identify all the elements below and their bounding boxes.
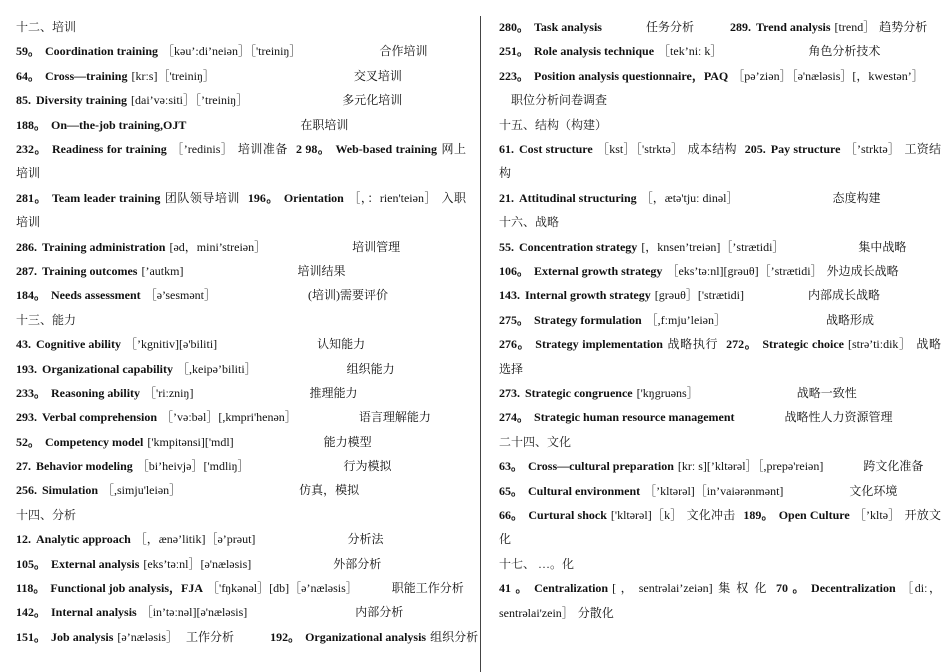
glossary-entry (16, 186, 466, 235)
entry-number: 59。 (16, 44, 41, 59)
entry-number: 64。 (16, 68, 41, 83)
entry-number: 189。 (743, 507, 774, 522)
entry-translation: 内部分析 (355, 605, 404, 620)
entry-translation: 战略选择 (499, 337, 941, 376)
entry-translation: 集中战略 (858, 239, 907, 254)
entry-term: Attitudinal structuring (519, 190, 637, 205)
glossary-entry (499, 503, 941, 552)
entry-term: Internal growth strategy (525, 288, 651, 303)
glossary-entry (499, 405, 941, 429)
entry-term: Functional job analysis，FJA (50, 581, 204, 596)
section-heading: 十七、 …。化 (499, 556, 575, 571)
glossary-entry (16, 430, 466, 454)
entry-phonetic: ['kltərəl]［k］ (610, 507, 683, 522)
entry-term: Needs assessment (51, 288, 141, 303)
entry-translation: 多元化培训 (342, 93, 403, 108)
entry-term: Web-based training (335, 141, 437, 156)
entry-number: 192。 (270, 629, 301, 644)
glossary-entry (499, 381, 941, 405)
entry-term: Decentralization (811, 581, 896, 596)
entry-term: Cost structure (519, 141, 593, 156)
entry-number: 65。 (499, 483, 524, 498)
entry-phonetic: ［in’təːnəl][ə'næləsis] (140, 605, 248, 620)
entry-translation: 组织能力 (346, 361, 395, 376)
entry-phonetic: ['kmpitənsi]['mdl] (147, 434, 234, 449)
glossary-entry (499, 479, 941, 503)
entry-term: Behavior modeling (36, 459, 133, 474)
entry-number: 142。 (16, 605, 47, 620)
entry-continuation: 职位分析问卷调查 (511, 93, 608, 108)
entry-number: 43. (16, 337, 31, 352)
entry-number: 21. (499, 190, 514, 205)
entry-number: 289. (729, 20, 751, 34)
entry-translation: 态度构建 (832, 190, 881, 205)
entry-phonetic: [grəuθ］['strætidi] (654, 288, 744, 303)
entry-number: 27. (16, 459, 31, 474)
entry-term: Role analysis technique (534, 44, 655, 59)
entry-number: 256. (16, 483, 37, 498)
entry-term: Strategy implementation (535, 337, 663, 352)
entry-term: Strategic congruence (525, 385, 633, 400)
entry-translation: 成本结构 (687, 141, 737, 156)
entry-translation: 战略执行 (666, 337, 719, 352)
entry-translation: 组织分析 (430, 629, 479, 644)
glossary-entry (499, 15, 941, 39)
entry-number: 105。 (16, 556, 47, 571)
entry-term: Readiness for training (52, 141, 167, 156)
entry-number: 275。 (499, 312, 530, 327)
entry-number: 196。 (247, 190, 279, 205)
entry-translation: 集 权 化 (716, 581, 768, 596)
entry-number: 280。 (499, 20, 530, 34)
entry-phonetic: ［’vəːbəl］[,kmpri'henən］ (161, 410, 297, 425)
entry-translation: 开放文化 (499, 507, 941, 547)
entry-translation: 外部分析 (333, 556, 382, 571)
entry-phonetic: [，knsen’treiən]［’strætidi］ (641, 239, 785, 254)
entry-term: Pay structure (770, 141, 841, 156)
entry-phonetic: ［diː，sentrəlai'zein］ (499, 581, 941, 620)
entry-phonetic: ['kŋgruəns］ (636, 385, 699, 400)
entry-term: Job analysis (51, 629, 114, 644)
entry-number: 12. (16, 532, 31, 547)
entry-translation: 外边成长战略 (826, 263, 899, 278)
entry-term: Cross—training (45, 68, 128, 83)
entry-phonetic: [ ， sentrəlai’zeiən] (612, 581, 713, 596)
column-divider (480, 16, 481, 672)
entry-term: Orientation (283, 190, 344, 205)
glossary-entry (16, 600, 466, 624)
entry-number: 66。 (499, 507, 524, 522)
glossary-entry (16, 527, 466, 551)
glossary-entry (499, 576, 941, 625)
entry-phonetic: ［’kltə］ (853, 507, 901, 522)
entry-phonetic: [strə’tiːdik］ (847, 337, 912, 352)
entry-number: 52。 (16, 434, 41, 449)
entry-phonetic: ［'riːzniŋ] (144, 385, 194, 400)
entry-translation: 网上培训 (16, 141, 466, 181)
entry-term: Diversity training (36, 93, 127, 108)
entry-term: Open Culture (778, 507, 850, 522)
entry-phonetic: ［，ætə'tjuː dinəl］ (640, 190, 739, 205)
glossary-entry (499, 137, 941, 186)
glossary-entry (16, 552, 466, 576)
entry-translation: 能力模型 (323, 434, 372, 449)
entry-translation: 合作培训 (379, 44, 428, 59)
entry-number: 281。 (16, 190, 47, 205)
entry-number: 223。 (499, 68, 530, 83)
section-heading: 十三、能力 (16, 312, 77, 327)
entry-number: 287. (16, 263, 37, 278)
entry-phonetic: ［’kgnitiv][ə'biliti] (125, 337, 218, 352)
entry-phonetic: [trend］ (834, 20, 876, 34)
entry-phonetic: [eks’təːnl］[ə'næləsis] (143, 556, 252, 571)
entry-translation: 文化冲击 (686, 507, 736, 522)
entry-term: External analysis (51, 556, 140, 571)
entry-term: Competency model (45, 434, 144, 449)
entry-term: Organizational capability (42, 361, 174, 376)
entry-number: 293. (16, 410, 37, 425)
entry-number: 143. (499, 288, 520, 303)
entry-number: 118。 (16, 581, 46, 596)
entry-term: Curtural shock (528, 507, 607, 522)
entry-translation: 内部成长战略 (808, 288, 881, 303)
entry-number: 188。 (16, 117, 47, 132)
glossary-entry (499, 454, 941, 478)
entry-translation: 战略性人力资源管理 (784, 410, 893, 425)
glossary-entry (16, 625, 479, 649)
entry-translation: 语言理解能力 (358, 410, 431, 425)
entry-translation: 培训准备 (237, 141, 288, 156)
glossary-entry (499, 308, 941, 332)
entry-phonetic: [dai’vəːsiti］［’treiniŋ］ (131, 93, 249, 108)
entry-number: 251。 (499, 44, 530, 59)
entry-number: 193. (16, 361, 37, 376)
entry-term: Cross—cultural preparation (528, 459, 674, 474)
entry-term: Cognitive ability (36, 337, 122, 352)
entry-translation: 分析法 (347, 532, 384, 547)
entry-number: 233。 (16, 385, 47, 400)
entry-number: 232。 (16, 141, 47, 156)
entry-number: 276。 (499, 337, 531, 352)
entry-phonetic: ［ə’sesmənt］ (144, 288, 217, 303)
entry-phonetic: [’autkm] (141, 263, 184, 278)
entry-translation: 战略一致性 (796, 385, 857, 400)
glossary-entry (499, 235, 941, 259)
glossary-entry (16, 576, 466, 600)
entry-translation: 行为模拟 (343, 459, 392, 474)
entry-number: 55. (499, 239, 514, 254)
entry-translation: 入职培训 (16, 190, 466, 230)
entry-term: Strategic human resource management (534, 410, 735, 425)
section-heading: 十二、培训 (16, 20, 77, 34)
glossary-entry (499, 259, 941, 283)
entry-translation: 团队领导培训 (164, 190, 240, 205)
section-heading: 十五、结构（构建） (499, 117, 608, 132)
entry-term: External growth strategy (534, 263, 663, 278)
entry-number: 272。 (726, 337, 758, 352)
entry-translation: 培训管理 (352, 239, 401, 254)
entry-phonetic: ［,keipə’biliti］ (177, 361, 257, 376)
glossary-entry (16, 259, 466, 283)
entry-phonetic: ［’strktə］ (844, 141, 901, 156)
section-heading: 十四、分析 (16, 507, 77, 522)
entry-term: Centralization (534, 581, 609, 596)
entry-phonetic: ［’kltərəl]［in’vaiərənmənt] (644, 483, 784, 498)
entry-translation: 仿真，模拟 (299, 483, 360, 498)
glossary-entry (16, 64, 466, 88)
entry-number: 63。 (499, 459, 524, 474)
glossary-entry (16, 113, 466, 137)
entry-number: 151。 (16, 629, 47, 644)
glossary-entry (16, 357, 466, 381)
entry-number: 61. (499, 141, 514, 156)
entry-term: Team leader training (52, 190, 161, 205)
entry-term: Simulation (42, 483, 99, 498)
entry-phonetic: ［,fːmju’leiən］ (645, 312, 726, 327)
glossary-entry (16, 381, 466, 405)
entry-term: Strategy formulation (534, 312, 642, 327)
entry-phonetic: ［kst］［'strktə］ (596, 141, 684, 156)
glossary-entry (499, 332, 941, 381)
entry-number: 2 98。 (295, 141, 331, 156)
entry-translation: 任务分析 (645, 20, 694, 34)
glossary-entry (499, 186, 941, 210)
entry-phonetic: ［eks’təːnl][grəuθ]［’strætidi］ (666, 263, 823, 278)
entry-translation: 在职培训 (300, 117, 349, 132)
entry-number: 85. (16, 93, 31, 108)
entry-term: Coordination training (45, 44, 159, 59)
glossary-entry (16, 39, 466, 63)
entry-translation: 认知能力 (317, 337, 366, 352)
glossary-entry (499, 64, 941, 88)
entry-phonetic: ［，：rien'teiən］ (347, 190, 437, 205)
glossary-entry (499, 39, 941, 63)
entry-term: Cultural environment (528, 483, 641, 498)
entry-translation: 战略形成 (826, 312, 875, 327)
entry-phonetic: ［bi’heivjə］['mdliŋ］ (136, 459, 250, 474)
entry-translation: 趋势分析 (879, 20, 928, 34)
entry-term: Trend analysis (755, 20, 831, 34)
entry-translation: (培训)需要评价 (308, 288, 389, 303)
entry-term: Concentration strategy (519, 239, 638, 254)
glossary-entry (16, 235, 466, 259)
entry-term: Verbal comprehension (42, 410, 158, 425)
entry-term: Training outcomes (42, 263, 138, 278)
entry-term: Analytic approach (36, 532, 131, 547)
entry-translation: 工作分析 (186, 629, 235, 644)
entry-number: 274。 (499, 410, 530, 425)
entry-phonetic: ［kəu’:di’neiən］［'treiniŋ］ (162, 44, 302, 59)
entry-term: Position analysis questionnaire，PAQ (534, 68, 729, 83)
entry-translation: 角色分析技术 (808, 44, 881, 59)
entry-phonetic: ［,simju'leiən］ (102, 483, 182, 498)
entry-term: Strategic choice (762, 337, 844, 352)
entry-number: 70 。 (775, 581, 807, 596)
entry-number: 205. (744, 141, 766, 156)
entry-translation: 推理能力 (309, 385, 358, 400)
entry-phonetic: ［pə’ziən］［ə'næləsis］[，kwestən’］ (732, 68, 924, 83)
entry-translation: 分散化 (577, 605, 614, 620)
entry-translation: 交叉培训 (353, 68, 402, 83)
entry-phonetic: [əd，mini’streiən］ (169, 239, 267, 254)
glossary-entry (16, 283, 466, 307)
entry-number: 286. (16, 239, 37, 254)
entry-term: Task analysis (534, 20, 602, 34)
entry-phonetic: [krːs]［'treiniŋ］ (131, 68, 215, 83)
entry-phonetic: [ə’næləsis］ (117, 629, 179, 644)
entry-phonetic: ［'fŋkənəl］[db]［ə’næləsis］ (207, 581, 358, 596)
left-column (16, 15, 479, 649)
glossary-entry (16, 454, 466, 478)
entry-term: Reasoning ability (51, 385, 141, 400)
entry-term: Organizational analysis (305, 629, 427, 644)
glossary-entry (16, 137, 466, 186)
entry-phonetic: [krː s][’kltərəl］［,prepə'reiən] (677, 459, 824, 474)
entry-number: 184。 (16, 288, 47, 303)
glossary-entry (16, 405, 466, 429)
glossary-entry (16, 478, 466, 502)
glossary-entry (16, 332, 466, 356)
section-heading: 二十四、文化 (499, 434, 572, 449)
entry-number: 273. (499, 385, 520, 400)
entry-term: On—the-job training,OJT (51, 117, 187, 132)
entry-translation: 培训结果 (297, 263, 346, 278)
entry-translation: 职能工作分析 (391, 581, 464, 596)
entry-term: Internal analysis (51, 605, 137, 620)
glossary-entry (16, 88, 466, 112)
entry-term: Training administration (42, 239, 166, 254)
right-column (499, 15, 941, 625)
entry-phonetic: ［’redinis］ (170, 141, 234, 156)
entry-number: 41 。 (499, 581, 530, 596)
entry-translation: 工资结构 (499, 141, 941, 181)
entry-translation: 跨文化准备 (863, 459, 924, 474)
entry-phonetic: ［tek’niː k］ (658, 44, 723, 59)
entry-phonetic: ［，ænə’litik]［ə’prəut] (134, 532, 256, 547)
glossary-entry (499, 283, 941, 307)
entry-number: 106。 (499, 263, 530, 278)
section-heading: 十六、战略 (499, 215, 560, 230)
entry-translation: 文化环境 (849, 483, 898, 498)
